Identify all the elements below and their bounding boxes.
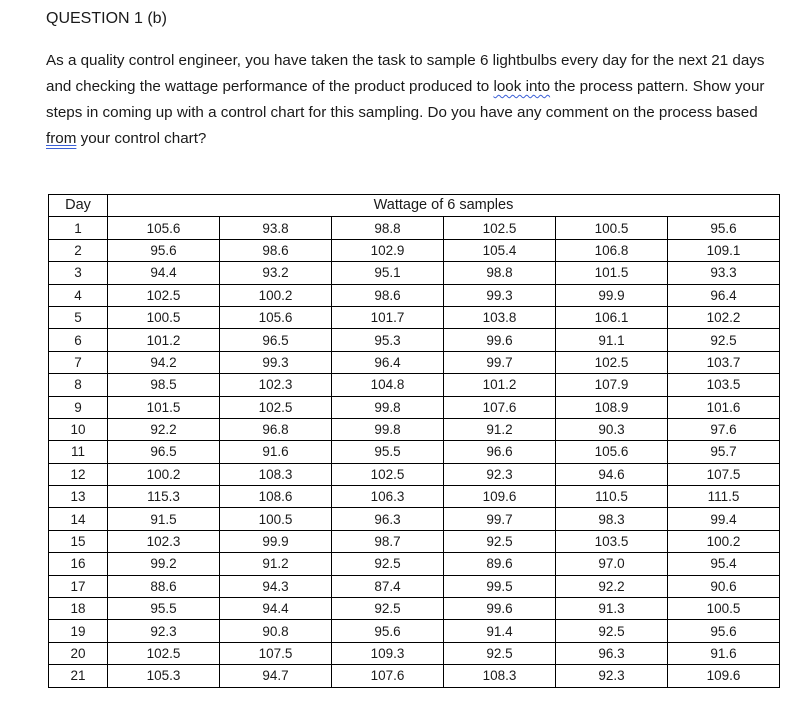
sample-cell: 94.4 <box>220 598 332 620</box>
table-row <box>49 239 780 261</box>
sample-cell: 105.3 <box>108 665 220 687</box>
sample-cell: 109.6 <box>444 486 556 508</box>
sample-cell: 91.6 <box>668 642 780 664</box>
sample-cell: 94.7 <box>220 665 332 687</box>
day-cell: 8 <box>49 374 108 396</box>
sample-cell: 91.6 <box>220 441 332 463</box>
sample-cell: 91.4 <box>444 620 556 642</box>
sample-cell: 91.2 <box>220 553 332 575</box>
sample-cell: 99.3 <box>220 351 332 373</box>
sample-cell: 92.3 <box>108 620 220 642</box>
sample-cell: 92.5 <box>444 642 556 664</box>
sample-cell: 93.8 <box>220 217 332 239</box>
sample-cell: 91.3 <box>556 598 668 620</box>
sample-cell: 100.2 <box>668 530 780 552</box>
sample-cell: 101.2 <box>108 329 220 351</box>
sample-cell: 102.5 <box>332 463 444 485</box>
sample-cell: 102.9 <box>332 239 444 261</box>
table-row <box>49 217 780 239</box>
sample-cell: 107.9 <box>556 374 668 396</box>
sample-cell: 101.5 <box>556 262 668 284</box>
sample-cell: 95.7 <box>668 441 780 463</box>
sample-cell: 100.2 <box>108 463 220 485</box>
day-cell: 21 <box>49 665 108 687</box>
sample-cell: 95.3 <box>332 329 444 351</box>
sample-cell: 95.6 <box>668 620 780 642</box>
sample-cell: 99.2 <box>108 553 220 575</box>
sample-cell: 106.3 <box>332 486 444 508</box>
sample-cell: 89.6 <box>444 553 556 575</box>
sample-cell: 111.5 <box>668 486 780 508</box>
sample-cell: 95.1 <box>332 262 444 284</box>
sample-cell: 95.4 <box>668 553 780 575</box>
sample-cell: 88.6 <box>108 575 220 597</box>
spellcheck-look-into[interactable]: look into <box>493 78 551 95</box>
sample-cell: 103.5 <box>556 530 668 552</box>
sample-cell: 101.2 <box>444 374 556 396</box>
table-row <box>49 620 780 642</box>
day-cell: 2 <box>49 239 108 261</box>
table-row <box>49 598 780 620</box>
sample-cell: 91.5 <box>108 508 220 530</box>
sample-cell: 98.8 <box>444 262 556 284</box>
sample-cell: 102.5 <box>108 642 220 664</box>
sample-cell: 92.2 <box>108 418 220 440</box>
sample-cell: 109.3 <box>332 642 444 664</box>
day-cell: 13 <box>49 486 108 508</box>
sample-cell: 92.5 <box>556 620 668 642</box>
sample-cell: 92.2 <box>556 575 668 597</box>
day-cell: 9 <box>49 396 108 418</box>
table-row <box>49 665 780 687</box>
sample-cell: 96.4 <box>668 284 780 306</box>
sample-cell: 106.8 <box>556 239 668 261</box>
table-row <box>49 575 780 597</box>
table-header-row <box>49 195 780 217</box>
wattage-table-body <box>49 195 780 688</box>
table-row <box>49 418 780 440</box>
day-cell: 12 <box>49 463 108 485</box>
day-cell: 16 <box>49 553 108 575</box>
sample-cell: 96.4 <box>332 351 444 373</box>
sample-cell: 92.3 <box>556 665 668 687</box>
day-cell: 10 <box>49 418 108 440</box>
question-text-part-3: your control chart? <box>76 130 207 147</box>
sample-cell: 91.1 <box>556 329 668 351</box>
question-text <box>46 48 791 152</box>
table-row <box>49 530 780 552</box>
sample-cell: 99.8 <box>332 418 444 440</box>
day-cell: 4 <box>49 284 108 306</box>
sample-cell: 102.5 <box>108 284 220 306</box>
sample-cell: 90.8 <box>220 620 332 642</box>
day-cell: 7 <box>49 351 108 373</box>
day-cell: 6 <box>49 329 108 351</box>
sample-cell: 100.5 <box>220 508 332 530</box>
sample-cell: 106.1 <box>556 306 668 328</box>
sample-cell: 92.5 <box>332 598 444 620</box>
sample-cell: 91.2 <box>444 418 556 440</box>
sample-cell: 100.2 <box>220 284 332 306</box>
sample-cell: 103.8 <box>444 306 556 328</box>
question-heading: QUESTION 1 (b) <box>46 10 167 27</box>
sample-cell: 99.7 <box>444 351 556 373</box>
day-cell: 18 <box>49 598 108 620</box>
sample-cell: 103.7 <box>668 351 780 373</box>
sample-cell: 92.3 <box>444 463 556 485</box>
sample-cell: 95.5 <box>108 598 220 620</box>
day-cell: 17 <box>49 575 108 597</box>
sample-cell: 95.5 <box>332 441 444 463</box>
sample-cell: 92.5 <box>668 329 780 351</box>
sample-cell: 95.6 <box>108 239 220 261</box>
sample-cell: 109.1 <box>668 239 780 261</box>
sample-cell: 100.5 <box>108 306 220 328</box>
spellcheck-from[interactable]: from <box>46 130 77 147</box>
question-text-part-1: As a quality control engineer, you have taken the task to sample 6 lightbulbs every day for the next 21 days and checking the wattage performance of the product produced to <box>46 52 765 95</box>
wattage-table <box>48 194 780 688</box>
table-row <box>49 508 780 530</box>
sample-cell: 87.4 <box>332 575 444 597</box>
sample-cell: 100.5 <box>556 217 668 239</box>
sample-cell: 99.9 <box>556 284 668 306</box>
sample-cell: 103.5 <box>668 374 780 396</box>
sample-cell: 108.9 <box>556 396 668 418</box>
table-row <box>49 642 780 664</box>
table-row <box>49 329 780 351</box>
sample-cell: 99.4 <box>668 508 780 530</box>
sample-cell: 98.6 <box>220 239 332 261</box>
sample-cell: 102.5 <box>556 351 668 373</box>
table-row <box>49 463 780 485</box>
samples-header: Wattage of 6 samples <box>108 195 780 217</box>
sample-cell: 105.6 <box>556 441 668 463</box>
sample-cell: 102.5 <box>220 396 332 418</box>
sample-cell: 108.3 <box>444 665 556 687</box>
sample-cell: 102.3 <box>108 530 220 552</box>
sample-cell: 98.3 <box>556 508 668 530</box>
sample-cell: 99.7 <box>444 508 556 530</box>
day-cell: 14 <box>49 508 108 530</box>
sample-cell: 99.8 <box>332 396 444 418</box>
table-row <box>49 306 780 328</box>
sample-cell: 97.0 <box>556 553 668 575</box>
sample-cell: 98.8 <box>332 217 444 239</box>
sample-cell: 108.6 <box>220 486 332 508</box>
sample-cell: 95.6 <box>668 217 780 239</box>
sample-cell: 90.6 <box>668 575 780 597</box>
sample-cell: 97.6 <box>668 418 780 440</box>
sample-cell: 99.3 <box>444 284 556 306</box>
sample-cell: 102.3 <box>220 374 332 396</box>
sample-cell: 100.5 <box>668 598 780 620</box>
sample-cell: 96.3 <box>556 642 668 664</box>
sample-cell: 105.6 <box>220 306 332 328</box>
sample-cell: 95.6 <box>332 620 444 642</box>
sample-cell: 109.6 <box>668 665 780 687</box>
sample-cell: 105.6 <box>108 217 220 239</box>
day-cell: 5 <box>49 306 108 328</box>
sample-cell: 93.3 <box>668 262 780 284</box>
sample-cell: 96.8 <box>220 418 332 440</box>
sample-cell: 98.7 <box>332 530 444 552</box>
sample-cell: 107.5 <box>668 463 780 485</box>
table-row <box>49 486 780 508</box>
table-row <box>49 262 780 284</box>
day-cell: 11 <box>49 441 108 463</box>
sample-cell: 92.5 <box>444 530 556 552</box>
sample-cell: 94.6 <box>556 463 668 485</box>
sample-cell: 99.5 <box>444 575 556 597</box>
sample-cell: 90.3 <box>556 418 668 440</box>
sample-cell: 96.5 <box>220 329 332 351</box>
sample-cell: 94.4 <box>108 262 220 284</box>
day-header: Day <box>49 195 108 217</box>
sample-cell: 99.9 <box>220 530 332 552</box>
sample-cell: 101.5 <box>108 396 220 418</box>
sample-cell: 108.3 <box>220 463 332 485</box>
sample-cell: 105.4 <box>444 239 556 261</box>
day-cell: 15 <box>49 530 108 552</box>
table-row <box>49 351 780 373</box>
sample-cell: 94.3 <box>220 575 332 597</box>
sample-cell: 107.6 <box>444 396 556 418</box>
sample-cell: 115.3 <box>108 486 220 508</box>
table-row <box>49 553 780 575</box>
sample-cell: 98.5 <box>108 374 220 396</box>
sample-cell: 102.2 <box>668 306 780 328</box>
sample-cell: 94.2 <box>108 351 220 373</box>
sample-cell: 96.6 <box>444 441 556 463</box>
day-cell: 3 <box>49 262 108 284</box>
table-row <box>49 396 780 418</box>
sample-cell: 104.8 <box>332 374 444 396</box>
table-row <box>49 441 780 463</box>
sample-cell: 107.6 <box>332 665 444 687</box>
sample-cell: 99.6 <box>444 329 556 351</box>
sample-cell: 92.5 <box>332 553 444 575</box>
day-cell: 20 <box>49 642 108 664</box>
sample-cell: 96.5 <box>108 441 220 463</box>
sample-cell: 101.6 <box>668 396 780 418</box>
sample-cell: 110.5 <box>556 486 668 508</box>
sample-cell: 96.3 <box>332 508 444 530</box>
sample-cell: 101.7 <box>332 306 444 328</box>
sample-cell: 99.6 <box>444 598 556 620</box>
day-cell: 19 <box>49 620 108 642</box>
question-text-part-2: the process pattern. Show your steps in coming up with a control chart for this sampling. Do you have any comment on the process based <box>46 78 765 121</box>
table-row <box>49 284 780 306</box>
day-cell: 1 <box>49 217 108 239</box>
sample-cell: 93.2 <box>220 262 332 284</box>
sample-cell: 98.6 <box>332 284 444 306</box>
table-row <box>49 374 780 396</box>
sample-cell: 102.5 <box>444 217 556 239</box>
sample-cell: 107.5 <box>220 642 332 664</box>
